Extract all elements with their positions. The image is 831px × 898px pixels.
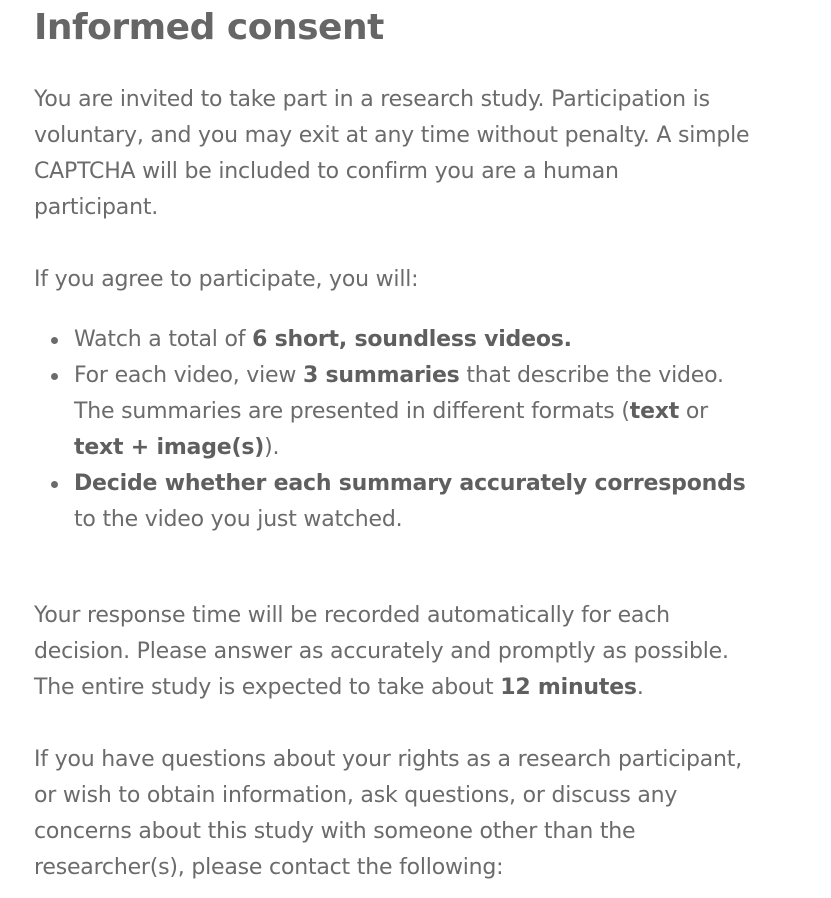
- task-emphasis: text + image(s): [74, 435, 265, 460]
- task-list: [34, 322, 746, 538]
- intro-line: voluntary, and you may exit at any time without penalty. A simple: [34, 123, 750, 148]
- bullet-icon: [51, 373, 58, 380]
- intro-paragraph: [34, 82, 749, 226]
- task-line: [74, 430, 746, 466]
- task-text: that describe the video.: [459, 363, 724, 388]
- bullet-icon: [51, 337, 58, 344]
- rights-line: If you have questions about your rights as a research participant,: [34, 747, 743, 772]
- response-line: [34, 670, 729, 706]
- task-line: [74, 358, 746, 394]
- bullet-icon: [51, 481, 58, 488]
- task-text: For each video, view: [74, 363, 303, 388]
- agree-text: If you agree to participate, you will:: [34, 267, 419, 292]
- task-text: or: [679, 399, 709, 424]
- response-time-paragraph: [34, 598, 729, 706]
- task-line: [74, 322, 746, 358]
- response-text: .: [636, 675, 644, 700]
- task-line: [74, 394, 746, 430]
- duration-emphasis: 12 minutes: [500, 675, 637, 700]
- task-list-item: [34, 358, 746, 466]
- intro-line: You are invited to take part in a research study. Participation is: [34, 87, 710, 112]
- task-text: The summaries are presented in different formats (: [74, 399, 630, 424]
- rights-line: concerns about this study with someone other than the: [34, 819, 636, 844]
- intro-line: participant.: [34, 195, 159, 220]
- task-emphasis: Decide whether each summary accurately corresponds: [74, 471, 746, 496]
- response-line: decision. Please answer as accurately and promptly as possible.: [34, 639, 729, 664]
- rights-paragraph: [34, 742, 742, 886]
- response-line: Your response time will be recorded automatically for each: [34, 603, 670, 628]
- intro-line: CAPTCHA will be included to confirm you are a human: [34, 159, 619, 184]
- task-emphasis: 3 summaries: [302, 363, 460, 388]
- task-line: [74, 466, 746, 502]
- agree-paragraph: [34, 262, 418, 298]
- task-list-item: [34, 466, 746, 538]
- page-title: Informed consent: [34, 7, 384, 48]
- response-text: The entire study is expected to take about: [34, 675, 501, 700]
- task-emphasis: text: [629, 399, 680, 424]
- rights-line: researcher(s), please contact the following:: [34, 855, 504, 880]
- rights-line: or wish to obtain information, ask questions, or discuss any: [34, 783, 678, 808]
- task-text: ).: [264, 435, 280, 460]
- task-line: to the video you just watched.: [74, 507, 403, 532]
- task-list-item: [34, 322, 746, 358]
- task-text: Watch a total of: [74, 327, 253, 352]
- task-emphasis: 6 short, soundless videos.: [252, 327, 572, 352]
